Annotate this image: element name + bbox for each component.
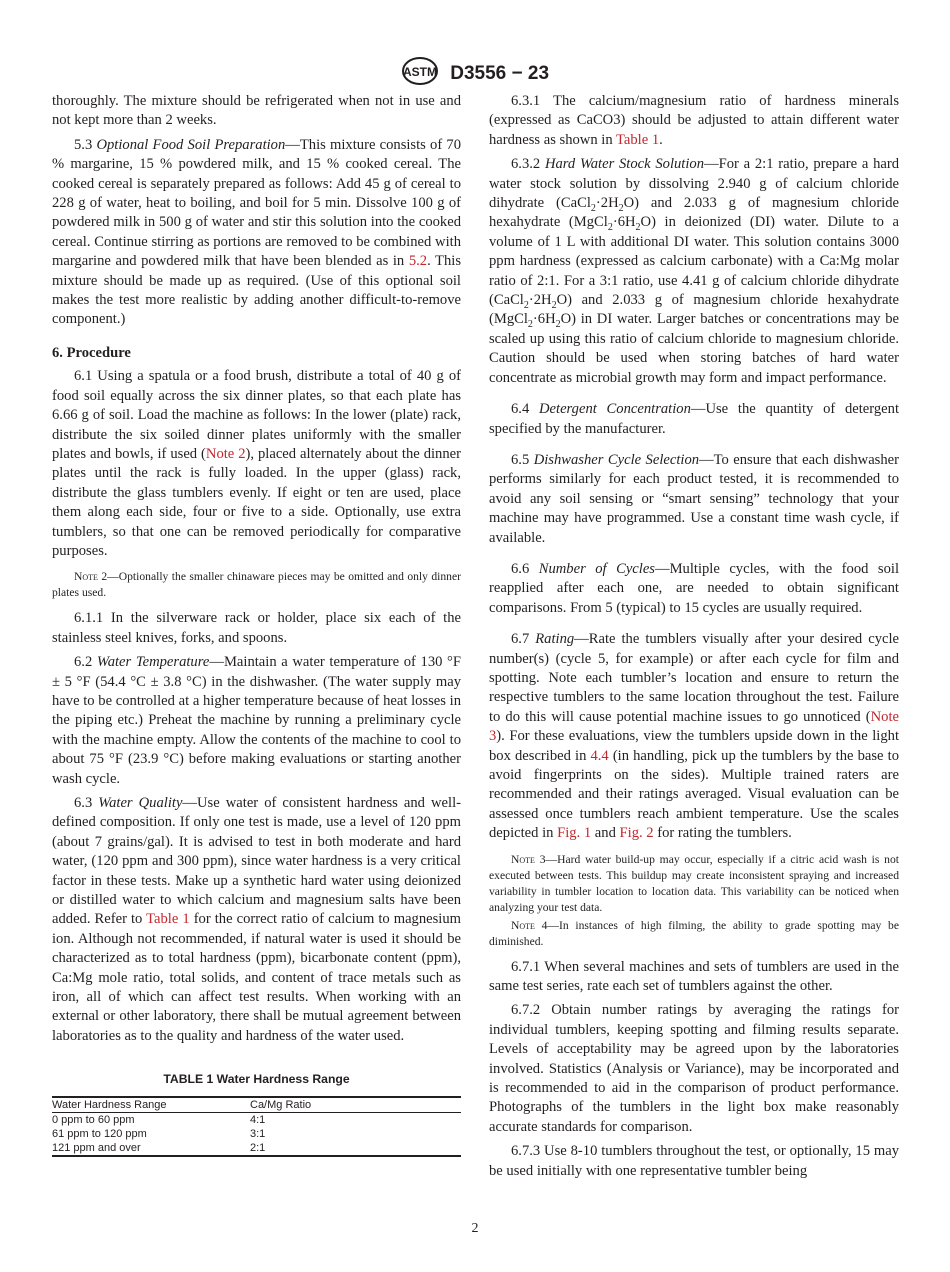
paragraph — [489, 958, 899, 997]
text-segment: 5.3 — [74, 136, 97, 153]
water-hardness-table — [52, 1070, 461, 1156]
cross-reference-link[interactable]: Table 1 — [146, 911, 190, 928]
table-cell: 0 ppm to 60 ppm — [52, 1113, 135, 1126]
paragraph — [489, 400, 899, 439]
designation: D3556 − 23 — [450, 63, 550, 84]
text-segment: O) in deionized (DI) water. Dilute to a volume of 1 L with additional DI water. This solution contains 3000 ppm hardness (expressed as calcium carbonate) with a Ca:Mg molar ratio of 2:1. For a 3:1 ratio, use 4.41 g of calcium chloride dihydrate (CaCl — [489, 214, 899, 309]
cross-reference-link[interactable]: Table 1 — [616, 131, 660, 148]
cross-reference-link[interactable]: 5.2 — [408, 253, 428, 270]
text-segment: for the correct ratio of calcium to magnesium ion. Although not recommended, if natural water is used it should be characterized as to total hardness (ppm), bicarbonate content (ppm), Ca:Mg mole ratio, total solids, and content of trace metals such as iron, all of which can affect test results. When working with an external or other laboratory, there shall be mutual agreement between laboratories as to the quality and hardness of the water used. — [52, 911, 462, 1044]
subscript: 2 — [523, 299, 529, 311]
document-header — [0, 56, 950, 92]
cross-reference-link[interactable]: Note 3 — [489, 708, 899, 745]
cross-reference-link[interactable]: Note 2 — [205, 445, 246, 462]
italic-title: Optional Food Soil Preparation — [96, 136, 286, 153]
text-segment: 6. Procedure — [52, 344, 131, 361]
italic-title: Dishwasher Cycle Selection — [533, 451, 700, 468]
left-column — [52, 92, 461, 1157]
italic-title: Water Quality — [98, 795, 183, 811]
note-label: Note 3 — [511, 852, 546, 866]
subscript: 2 — [551, 299, 557, 311]
paragraph — [489, 1142, 899, 1181]
paragraph — [52, 794, 461, 1046]
text-segment: 6.7.2 Obtain number ratings by averaging the ratings for individual tumblers, keeping spotting and filming results separate. Levels of acceptability may be agreed upon by the laboratories involved. Statistics (Analysis or Variance), may be incorporated and is recommended to aid in the comparison of product performance. Photographs of the tumblers in the light box make reasonably accurate standards for comparison. — [489, 1002, 899, 1135]
table-title: TABLE 1 Water Hardness Range — [163, 1072, 350, 1087]
text-segment: O) in DI water. Larger batches or concentrations may be scaled up using this ratio of calcium chloride to magnesium chloride. Caution should be used when storing batches of hard water concentrate as microbial growth may form and impact performance. — [489, 311, 899, 386]
table-cell: 3:1 — [250, 1127, 266, 1140]
text-segment: 6.4 — [511, 401, 539, 418]
text-segment: ·6H — [532, 311, 556, 328]
table-cell: 61 ppm to 120 ppm — [52, 1127, 147, 1140]
subscript: 2 — [555, 319, 561, 331]
astm-logo-icon — [401, 56, 439, 92]
text-segment: (in handling, pick up the tumblers by the base to avoid fingerprints on the sides). Multiple trained raters are recommended and their ratings averaged. Visual evaluation can be assessed once tumblers reach ambient temperature. Use the scales depicted in — [489, 747, 899, 842]
text-segment: 6.1 Using a spatula or a food brush, distribute a total of 40 g of food soil equally across the six dinner plates, so that each plate has 6.66 g of soil. Load the machine as follows: In the lower (plate) rack, distribute the six soiled dinner plates uniformly with the smaller plates and bowls, if used ( — [52, 368, 461, 462]
italic-title: Water Temperature — [96, 654, 210, 671]
text-segment: —For a 2:1 ratio, prepare a hard water stock solution by dissolving 2.940 g of calcium chloride dihydrate (CaCl — [489, 156, 899, 212]
text-segment: 6.7.1 When several machines and sets of tumblers are used in the same test series, rate each set of tumblers against the other. — [489, 958, 899, 995]
subscript: 2 — [590, 202, 596, 214]
text-segment: 6.3 — [74, 795, 99, 811]
text-segment: for rating the tumblers. — [653, 825, 792, 842]
table-header-row — [52, 1097, 461, 1113]
note-label: Note 2 — [74, 570, 108, 584]
paragraph — [489, 451, 899, 548]
text-segment: —This mixture consists of 70 % margarine, 15 % powdered milk, and 15 % cooked cereal. The cooked cereal is separately prepared as follows: Add 45 g of cereal to 228 g of water, heat to boiling, and boil for 5 min. Dissolve 100 g of powdered milk in 500 g of water and stir this solution into the cooked cereal. Continue stirring as portions are removed to be combined with margarine and powdered milk that have been blended as in — [52, 136, 462, 270]
paragraph — [52, 609, 461, 648]
cross-reference-link[interactable]: Fig. 2 — [619, 825, 654, 842]
text-segment: and — [591, 825, 620, 842]
text-segment: 6.7 — [511, 631, 536, 648]
paragraph — [489, 630, 899, 843]
text-segment: . — [659, 131, 663, 148]
text-segment: —Optionally the smaller chinaware pieces may be omitted and only dinner plates used. — [52, 570, 461, 600]
table-row — [52, 1141, 461, 1156]
paragraph — [489, 1001, 899, 1137]
text-segment: O) and 2.033 g of magnesium chloride hexahydrate (MgCl — [489, 195, 900, 231]
subscript: 2 — [635, 222, 641, 234]
subscript: 2 — [607, 222, 613, 234]
text-segment: ·2H — [595, 195, 619, 212]
column-header: Water Hardness Range — [52, 1098, 167, 1111]
text-segment: ·2H — [528, 292, 552, 309]
paragraph — [52, 136, 461, 330]
text-segment: —Use the quantity of detergent specified by the manufacturer. — [489, 401, 899, 437]
paragraph — [489, 560, 899, 618]
text-segment: 6.2 — [74, 654, 97, 671]
table-cell: 4:1 — [250, 1113, 266, 1126]
paragraph — [489, 155, 899, 388]
text-segment: —Use water of consistent hardness and well-defined composition. If only one test is made, use a level of 120 ppm (about 7 grains/gal). It is advised to test in both moderate and hard water, (120 ppm and 300 ppm), since water hardness is a very critical factor in these tests. Make up a synthetic hard water using deionized or distilled water to which calcium and magnesium salts have been added. Refer to — [52, 795, 461, 928]
text-segment: 6.3.2 — [511, 156, 545, 173]
text-segment: thoroughly. The mixture should be refrigerated when not in use and not kept more than 2 weeks. — [52, 93, 461, 129]
paragraph — [489, 92, 899, 150]
cross-reference-link[interactable]: Fig. 1 — [557, 825, 592, 842]
paragraph — [52, 92, 461, 131]
text-segment: 6.1.1 In the silverware rack or holder, place six each of the stainless steel knives, forks, and spoons. — [52, 610, 461, 646]
text-segment: ), placed alternately about the dinner plates until the rack is fully loaded. In the upper (glass) rack, distribute the glass tumblers evenly. If eight or ten are used, place them along each side, four or five to a side. Optionally, use extra tumblers, so that one can be removed periodically for comparative purposes. — [52, 445, 461, 559]
text-segment: . This mixture should be made up as required. (Use of this optional soil makes the test more realistic by adding another difficult-to-remove component.) — [52, 253, 461, 328]
text-segment: 6.7.3 Use 8-10 tumblers throughout the test, or optionally, 15 may be used initially with one representative tumbler being — [489, 1143, 899, 1179]
section-heading — [52, 344, 461, 363]
svg-text:ASTM: ASTM — [402, 65, 437, 79]
paragraph — [52, 653, 461, 789]
text-segment: ). For these evaluations, view the tumblers upside down in the light box described in — [489, 728, 899, 764]
text-segment: —To ensure that each dishwasher performs similarly for each product tested, it is recommended to avoid any soil sensing or “smart sensing” technology that your machine may have programmed. Use a constant time wash cycle, if available. — [489, 451, 899, 546]
page-number: 2 — [471, 1221, 479, 1236]
text-segment: 6.5 — [511, 451, 534, 468]
italic-title: Hard Water Stock Solution — [544, 156, 705, 173]
italic-title: Rating — [535, 631, 575, 648]
note — [489, 918, 899, 950]
cross-reference-link[interactable]: 4.4 — [590, 747, 609, 764]
text-segment: ·6H — [612, 214, 636, 231]
text-segment: 6.3.1 The calcium/magnesium ratio of hardness minerals (expressed as CaCO3) should be adjusted to attain different water hardness as shown in — [489, 93, 899, 148]
text-segment: —In instances of high filming, the ability to grade spotting may be diminished. — [489, 918, 899, 948]
table-row — [52, 1112, 461, 1127]
text-segment: —Multiple cycles, with the food soil reapplied after each one, are needed to obtain significant comparisons. From 5 (typical) to 15 cycles are usually required. — [489, 560, 899, 616]
text-segment: —Hard water build-up may occur, especially if a citric acid wash is not executed between tests. This buildup may create inconsistent spraying and increased variability in tumbler location to location data. This variability can be noticed when analyzing your test data. — [489, 852, 899, 914]
right-column — [489, 92, 899, 1186]
table-cell: 2:1 — [250, 1141, 266, 1154]
text-segment: 6.6 — [511, 560, 539, 577]
text-segment: —Maintain a water temperature of 130 °F ± 5 °F (54.4 °C ± 3.8 °C) in the dishwasher. (The water supply may have to be controlled at a higher temperature because of heat losses in the piping etc.) Preheat the machine by running a preliminary cycle with the machine empty. Allow the contents of the machine to cool to about 75 °F (23.9 °C) before making evaluations or starting another wash cycle. — [52, 654, 461, 787]
paragraph — [52, 367, 461, 561]
table-row — [52, 1127, 461, 1141]
note — [489, 852, 899, 916]
note — [52, 569, 461, 601]
subscript: 2 — [618, 202, 624, 214]
note-label: Note 4 — [511, 918, 548, 932]
italic-title: Detergent Concentration — [539, 401, 691, 418]
italic-title: Number of Cycles — [538, 560, 655, 577]
text-segment: O) and 2.033 g of magnesium chloride hexahydrate (MgCl — [489, 292, 899, 328]
text-segment: —Rate the tumblers visually after your desired cycle number(s) (cycle 5, for example) or after each cycle for film and spotting. Note each tumbler’s location and ensure to return the respective tumblers to the same location throughout the test. Failure to do this will cause potential machine issues to go unnoticed ( — [489, 631, 899, 725]
subscript: 2 — [527, 319, 533, 331]
column-header: Ca/Mg Ratio — [250, 1098, 312, 1111]
table-cell: 121 ppm and over — [52, 1141, 141, 1154]
